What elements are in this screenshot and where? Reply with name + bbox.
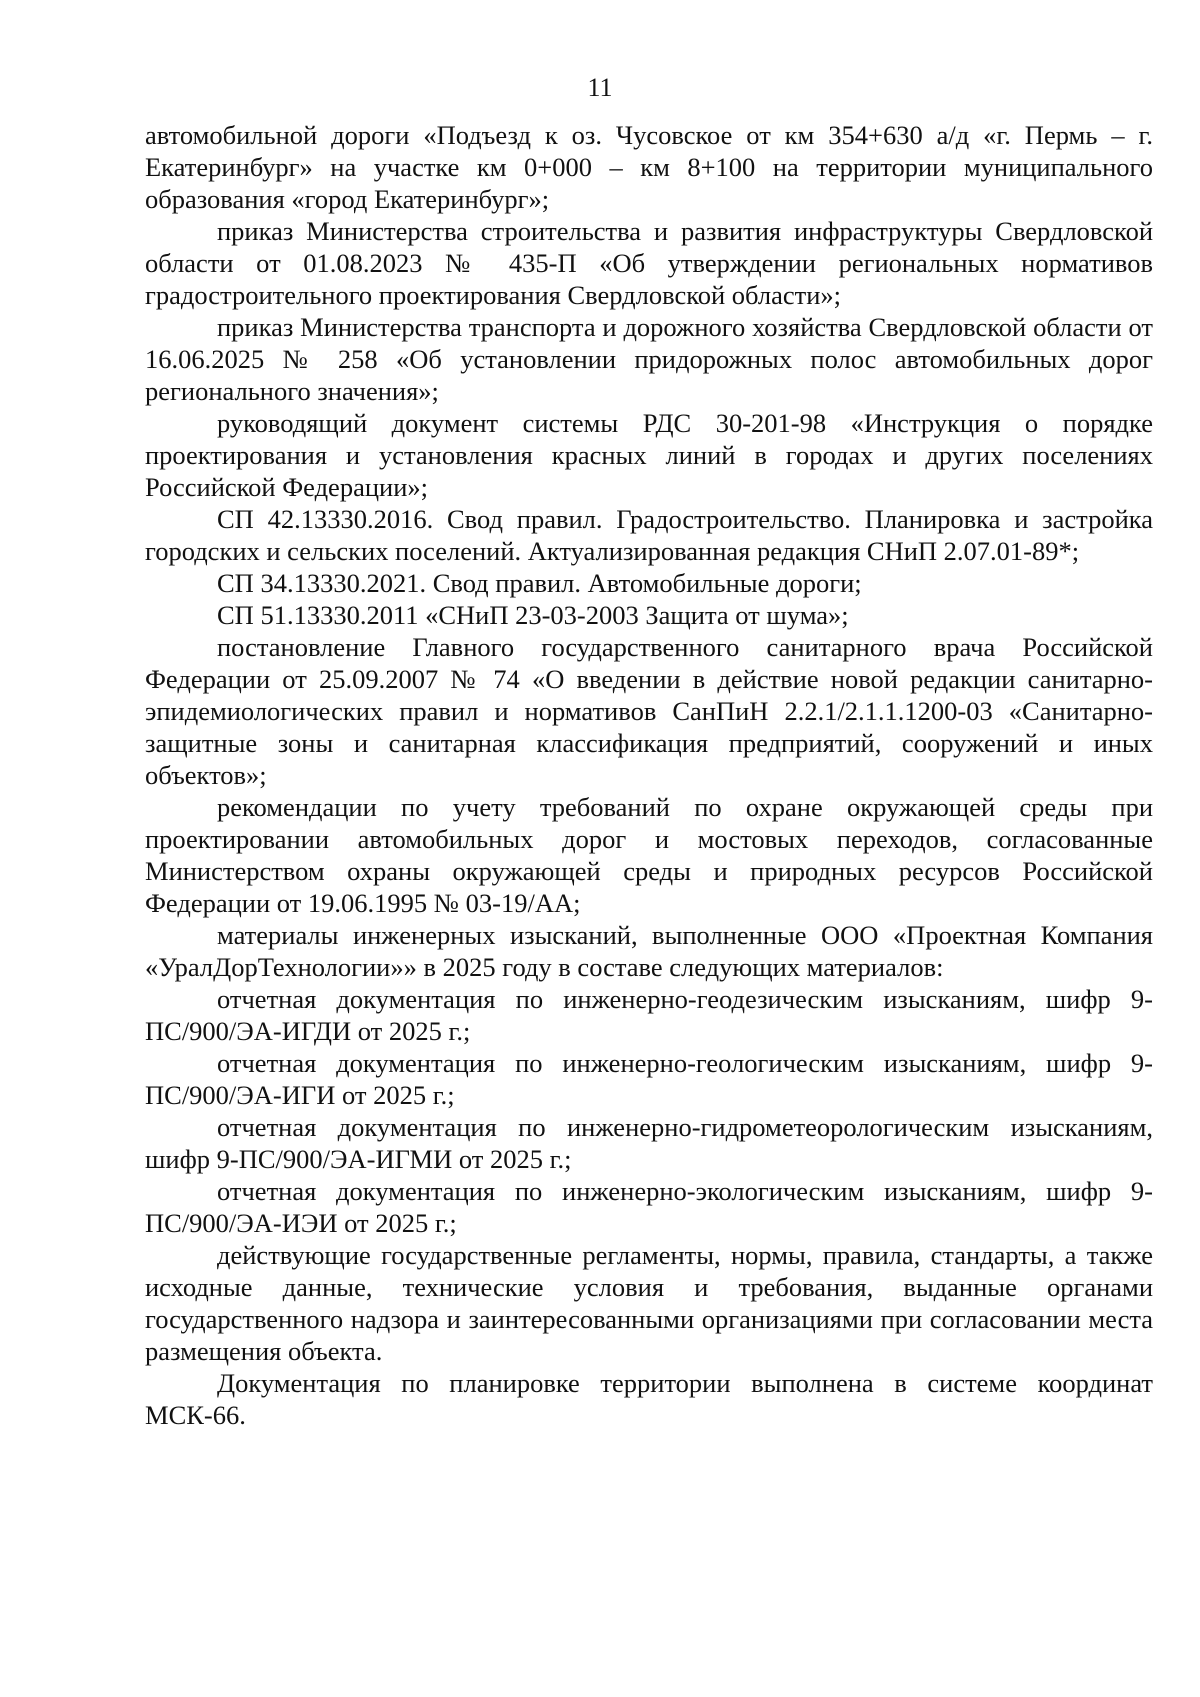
- paragraph: автомобильной дороги «Подъезд к оз. Чусовское от км 354+630 а/д «г. Пермь – г. Екатеринбург» на участке км 0+000 – км 8+100 на территории муниципального образования «город Екатеринбург»;: [145, 120, 1153, 214]
- paragraph: постановление Главного государственного санитарного врача Российской Федерации от 25.09.2007 № 74 «О введении в действие новой редакции санитарно-эпидемиологических правил и нормативов СанПиН 2.2.1/2.1.1.1200-03 «Санитарно-защитные зоны и санитарная классификация предприятий, сооружений и иных объектов»;: [145, 632, 1153, 790]
- paragraph: действующие государственные регламенты, нормы, правила, стандарты, а также исходные данные, технические условия и требования, выданные органами государственного надзора и заинтересованными организациями при согласовании места размещения объекта.: [145, 1240, 1153, 1366]
- paragraph: приказ Министерства транспорта и дорожного хозяйства Свердловской области от 16.06.2025 № 258 «Об установлении придорожных полос автомобильных дорог регионального значения»;: [145, 312, 1153, 406]
- paragraph: материалы инженерных изысканий, выполненные ООО «Проектная Компания «УралДорТехнологии»» в 2025 году в составе следующих материалов:: [145, 920, 1153, 982]
- paragraph: отчетная документация по инженерно-геологическим изысканиям, шифр 9-ПС/900/ЭА-ИГИ от 2025 г.;: [145, 1048, 1153, 1110]
- paragraph: СП 34.13330.2021. Свод правил. Автомобильные дороги;: [217, 568, 862, 598]
- paragraph: руководящий документ системы РДС 30-201-98 «Инструкция о порядке проектирования и установления красных линий в городах и других поселениях Российской Федерации»;: [145, 408, 1153, 502]
- paragraph: приказ Министерства строительства и развития инфраструктуры Свердловской области от 01.08.2023 № 435-П «Об утверждении региональных нормативов градостроительного проектирования Свердловской области»;: [145, 216, 1153, 310]
- paragraph: отчетная документация по инженерно-геодезическим изысканиям, шифр 9-ПС/900/ЭА-ИГДИ от 2025 г.;: [145, 984, 1153, 1046]
- paragraph: СП 51.13330.2011 «СНиП 23-03-2003 Защита от шума»;: [217, 600, 849, 630]
- document-body: [145, 119, 1153, 1431]
- paragraph: Документация по планировке территории выполнена в системе координат МСК-66.: [145, 1368, 1153, 1430]
- page-number: 11: [587, 73, 613, 102]
- paragraph: отчетная документация по инженерно-гидрометеорологическим изысканиям, шифр 9-ПС/900/ЭА-ИГМИ от 2025 г.;: [145, 1112, 1153, 1174]
- paragraph: рекомендации по учету требований по охране окружающей среды при проектировании автомобильных дорог и мостовых переходов, согласованные Министерством охраны окружающей среды и природных ресурсов Российской Федерации от 19.06.1995 № 03-19/АА;: [145, 792, 1153, 918]
- paragraph: СП 42.13330.2016. Свод правил. Градостроительство. Планировка и застройка городских и сельских поселений. Актуализированная редакция СНиП 2.07.01-89*;: [145, 504, 1153, 566]
- paragraph: отчетная документация по инженерно-экологическим изысканиям, шифр 9-ПС/900/ЭА-ИЭИ от 2025 г.;: [145, 1176, 1153, 1238]
